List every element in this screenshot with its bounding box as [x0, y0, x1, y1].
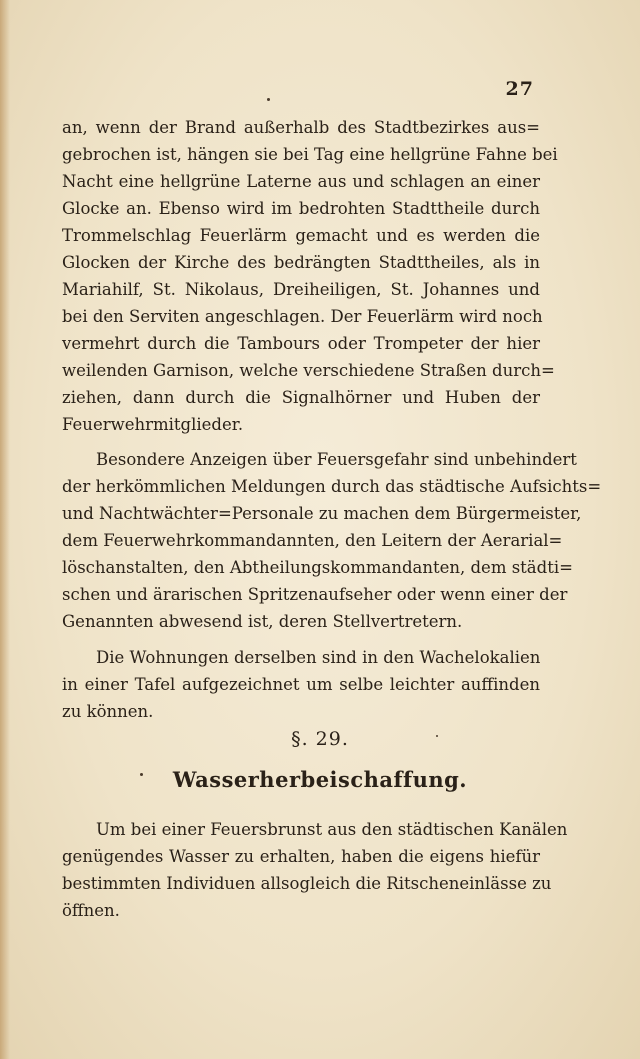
text-line: schen und ärarischen Spritzenaufseher oder wenn einer der [62, 585, 568, 604]
text-line: Glocken der Kirche des bedrängten Stadttheiles, als in [62, 253, 540, 272]
text-line: bestimmten Individuen allsogleich die Ritscheneinlässe zu [62, 874, 552, 893]
text-line: und Nachtwächter=Personale zu machen dem Bürgermeister, [62, 504, 582, 523]
text-line: Die Wohnungen derselben sind in den Wachelokalien [96, 648, 541, 667]
text-line: in einer Tafel aufgezeichnet um selbe leichter auffinden [62, 675, 540, 694]
text-line: an, wenn der Brand außerhalb des Stadtbezirkes aus= [62, 118, 540, 137]
paragraph-2 [62, 446, 602, 635]
section-title: Wasserherbeischaffung. [172, 767, 468, 792]
paragraph-1 [62, 114, 558, 438]
text-line: ziehen, dann durch die Signalhörner und Huben der [62, 388, 540, 407]
text-line: zu können. [62, 702, 154, 721]
text-line: Glocke an. Ebenso wird im bedrohten Stadttheile durch [62, 199, 540, 218]
text-line: Genannten abwesend ist, deren Stellvertretern. [62, 612, 463, 631]
text-line: weilenden Garnison, welche verschiedene Straßen durch= [62, 361, 555, 380]
text-line: genügendes Wasser zu erhalten, haben die eigens hiefür [62, 847, 540, 866]
text-line: Trommelschlag Feuerlärm gemacht und es werden die [62, 226, 540, 245]
text-line: Feuerwehrmitglieder. [62, 415, 244, 434]
paragraph-4 [62, 816, 568, 924]
text-line: dem Feuerwehrkommandannten, den Leitern der Aerarial= [62, 531, 563, 550]
text-line: der herkömmlichen Meldungen durch das städtische Aufsichts= [62, 477, 602, 496]
page-number: 27 [505, 78, 534, 100]
text-line: Besondere Anzeigen über Feuersgefahr sind unbehindert [96, 450, 577, 469]
text-line: vermehrt durch die Tambours oder Trompeter der hier [62, 334, 540, 353]
text-line: Nacht eine hellgrüne Laterne aus und schlagen an einer [62, 172, 540, 191]
print-speck [267, 98, 270, 101]
paragraph-3 [62, 644, 540, 725]
text-line: löschanstalten, den Abtheilungskommandanten, dem städti= [62, 558, 573, 577]
text-line: Um bei einer Feuersbrunst aus den städtischen Kanälen [96, 820, 568, 839]
text-line: öffnen. [62, 901, 120, 920]
text-line: Mariahilf, St. Nikolaus, Dreiheiligen, St. Johannes und [62, 280, 540, 299]
text-line: bei den Serviten angeschlagen. Der Feuerlärm wird noch [62, 307, 543, 326]
text-line: gebrochen ist, hängen sie bei Tag eine hellgrüne Fahne bei [62, 145, 558, 164]
section-number: §. 29. [291, 728, 349, 750]
page-edge-shadow [0, 0, 10, 1059]
